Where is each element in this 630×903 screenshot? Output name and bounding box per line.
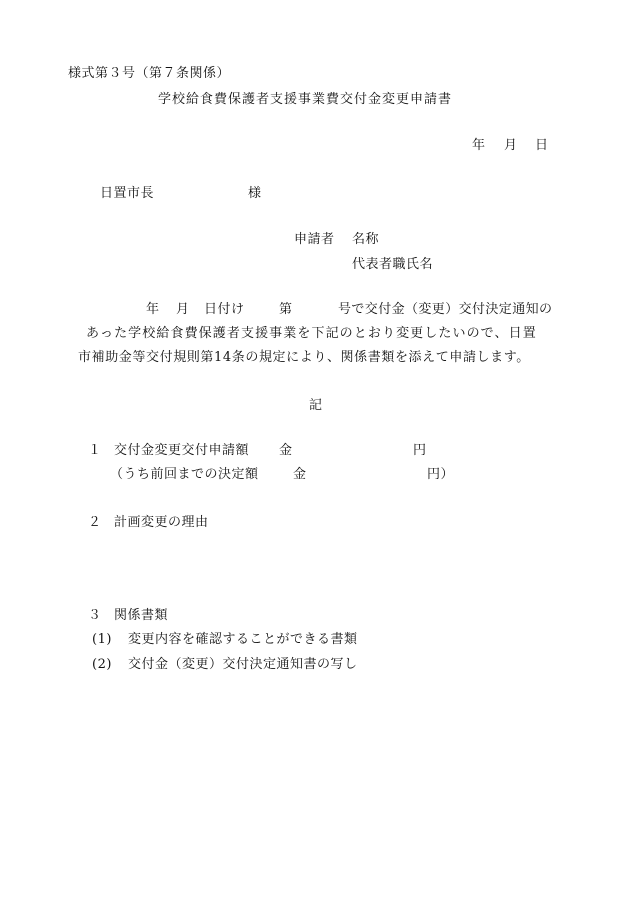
item1-sub-open: （うち前回までの決定額 <box>110 467 259 482</box>
doc2-number: (2) <box>92 657 112 672</box>
body-year: 年 <box>146 302 160 317</box>
item3-label: 関係書類 <box>114 608 169 623</box>
item1-yen: 円 <box>413 443 427 458</box>
body-ordinal: 第 <box>279 302 293 317</box>
applicant-name-label: 名称 <box>352 232 380 247</box>
body-line2: あった学校給食費保護者支援事業を下記のとおり変更したいので、日置 <box>86 326 537 341</box>
date-month-label: 月 <box>504 138 518 153</box>
item1-number: １ <box>88 443 102 458</box>
item2-label: 計画変更の理由 <box>114 515 209 530</box>
item3-number: ３ <box>88 608 102 623</box>
form-number: 様式第３号（第７条関係） <box>68 66 231 81</box>
item1-sub-close: 円） <box>427 467 455 482</box>
date-year-label: 年 <box>472 138 486 153</box>
doc1-number: (1) <box>92 632 112 647</box>
doc1-text: 変更内容を確認することができる書類 <box>128 632 358 647</box>
document-title: 学校給食費保護者支援事業費交付金変更申請書 <box>158 92 453 107</box>
item1-label: 交付金変更交付申請額 <box>114 443 250 458</box>
addressee-honorific: 様 <box>248 186 262 201</box>
applicant-label: 申請者 <box>294 232 335 247</box>
body-line1-rest: 号で交付金（変更）交付決定通知の <box>338 302 553 317</box>
ki-heading: 記 <box>309 398 323 413</box>
date-day-label: 日 <box>535 138 549 153</box>
body-line3: 市補助金等交付規則第14条の規定により、関係書類を添えて申請します。 <box>78 350 530 365</box>
body-month: 月 <box>176 302 190 317</box>
item1-sub-kin: 金 <box>293 467 307 482</box>
body-dated: 日付け <box>204 302 245 317</box>
addressee-name: 日置市長 <box>100 186 155 201</box>
item1-kin: 金 <box>279 443 293 458</box>
doc2-text: 交付金（変更）交付決定通知書の写し <box>128 657 358 672</box>
representative-label: 代表者職氏名 <box>352 257 434 272</box>
item2-number: ２ <box>88 515 102 530</box>
